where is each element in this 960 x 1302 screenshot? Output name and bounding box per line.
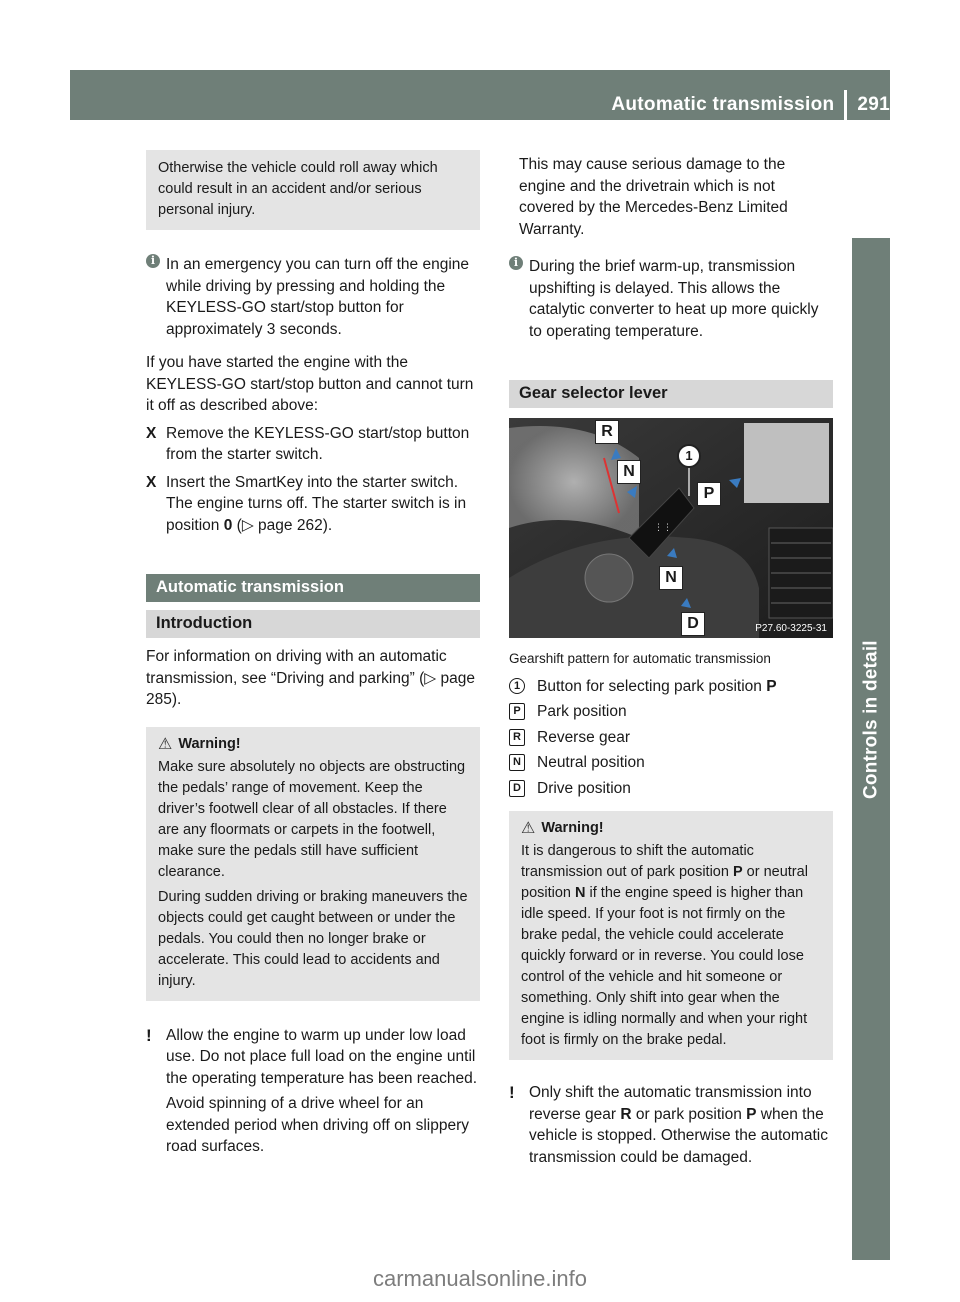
caution-text-part: when the vehicle is stopped. Otherwise the automatic transmission could be damaged. [529,1105,828,1166]
watermark: carmanualsonline.info [372,1266,588,1291]
legend-item [509,699,833,725]
caution-text-part: or park position [631,1105,747,1123]
intro-paragraph: For information on driving with an automatic transmission, see “Driving and parking” (▷ page 285). [146,648,475,708]
running-title: Automatic transmission [611,94,835,116]
warning-box [509,811,833,1060]
step-arrow-icon: X [146,424,157,442]
legend-key-park: P [509,703,525,720]
legend-key-neutral: N [509,754,525,771]
label-button-1: 1 [677,444,701,468]
gear-selector-figure [509,418,833,638]
caution-bold-r: R [620,1105,632,1123]
legend-item [509,776,833,802]
step-item [146,472,480,537]
subsection-heading: Gear selector lever [509,380,833,408]
info-icon: i [509,256,523,270]
caution-bold-p: P [746,1105,757,1123]
legend-item [509,674,833,700]
warning-continuation-text: Otherwise the vehicle could roll away which could result in an accident and/or serious personal injury. [158,160,438,218]
warning-title [158,734,470,755]
position-value: 0 [223,516,233,534]
info-note-text: In an emergency you can turn off the engine while driving by pressing and holding the KEYLESS-GO start/stop button for approximately 3 seconds. [166,256,470,338]
info-note [146,254,480,340]
warning-triangle-icon: ⚠ [158,735,173,753]
legend-key-reverse: R [509,729,525,746]
left-column [146,150,480,1158]
warning-text-part: or neutral position [521,864,808,901]
warning-title [521,818,823,839]
caution-text-part: Only shift the automatic transmission into reverse gear [529,1084,812,1123]
warning-paragraph [521,841,823,1051]
caution-text: Allow the engine to warm up under low load use. Do not place full load on the engine until the operating temperature has been reached. [166,1026,478,1087]
warning-continuation [146,150,480,230]
warning-text-part: It is dangerous to shift the automatic transmission out of park position [521,843,754,880]
warning-bold-n: N [575,885,586,901]
legend-text: Neutral position [537,754,645,771]
legend-key-drive: D [509,780,525,797]
figure-caption: Gearshift pattern for automatic transmission [509,651,771,666]
display-screen [744,423,829,503]
label-n-bottom: N [659,566,683,590]
header-title [611,92,890,118]
page-number: 291 [857,94,890,116]
legend-item [509,725,833,751]
legend-text-part: Button for selecting park position [537,677,767,695]
legend-text: Park position [537,703,627,720]
warning-text-part: if the engine speed is higher than idle speed. If your foot is not firmly on the brake pedal, the vehicle could accelerate quickly forward or in reverse. You could lose control of the vehicle and hit someone or something. Only shift into gear when the engine is idling normally and when your right foot is firmly on the brake pedal. [521,885,808,1048]
side-tab-label: Controls in detail [860,640,882,800]
warning-paragraph: During sudden driving or braking maneuvers the objects could get caught between or under the pedals. You could then no longer brake or accelerate. This could lead to accidents and injury. [158,888,468,989]
warning-triangle-icon: ⚠ [521,820,536,837]
caution-text: Avoid spinning of a drive wheel for an extended period when driving off on slippery road surfaces. [166,1095,470,1155]
step-text: Remove the KEYLESS-GO start/stop button from the starter switch. [166,424,470,463]
info-icon: i [146,254,160,268]
legend-text: Drive position [537,779,631,797]
lever-markings: ⋮⋮ [654,523,672,533]
step-arrow-icon: X [146,473,157,491]
section-heading: Automatic transmission [146,574,480,602]
figure-code: P27.60-3225-31 [755,623,827,634]
legend-text [537,676,777,698]
label-r: R [595,420,619,444]
right-column [509,150,833,1168]
warning-bold-p: P [732,864,743,880]
label-n-top: N [617,460,641,484]
warning-title-text: Warning! [541,820,604,836]
warning-box [146,727,480,1001]
paragraph: If you have started the engine with the KEYLESS-GO start/stop button and cannot turn it off as described above: [146,354,474,414]
info-note-text: During the brief warm-up, transmission upshifting is delayed. This allows the catalytic converter to heat up more quickly to operating temperature. [529,258,819,340]
exclamation-icon: ! [146,1025,152,1045]
subsection-heading: Introduction [146,610,480,638]
warning-title-text: Warning! [178,735,241,752]
step-item [146,423,480,466]
caution-note [146,1025,480,1158]
caution-text [529,1082,833,1168]
legend-item [509,750,833,776]
info-note [509,256,833,342]
header-separator [844,90,847,120]
legend-list [509,674,833,802]
legend-key-button: 1 [509,678,525,694]
caution-note [509,1082,833,1168]
steering-wheel-control [585,554,633,602]
label-p: P [697,482,721,506]
warning-paragraph: Make sure absolutely no objects are obstructing the pedals’ range of movement. Keep the driver’s footwell clear of all obstacles. If there are any floormats or carpets in the footwell, make sure the pedals still have sufficient clearance. [158,758,466,880]
page-reference: (▷ page 262). [232,516,333,534]
step-text-part: Insert the SmartKey into the starter switch. The engine turns off. The starter switch is in position [166,473,467,534]
legend-text-bold: P [766,677,777,695]
gear-selector-illustration [509,418,833,638]
legend-text: Reverse gear [537,728,631,746]
step-text [166,472,480,537]
caution-continuation: This may cause serious damage to the engine and the drivetrain which is not covered by the Mercedes-Benz Limited Warranty. [519,156,788,238]
exclamation-icon: ! [509,1083,515,1102]
label-d: D [681,612,705,636]
